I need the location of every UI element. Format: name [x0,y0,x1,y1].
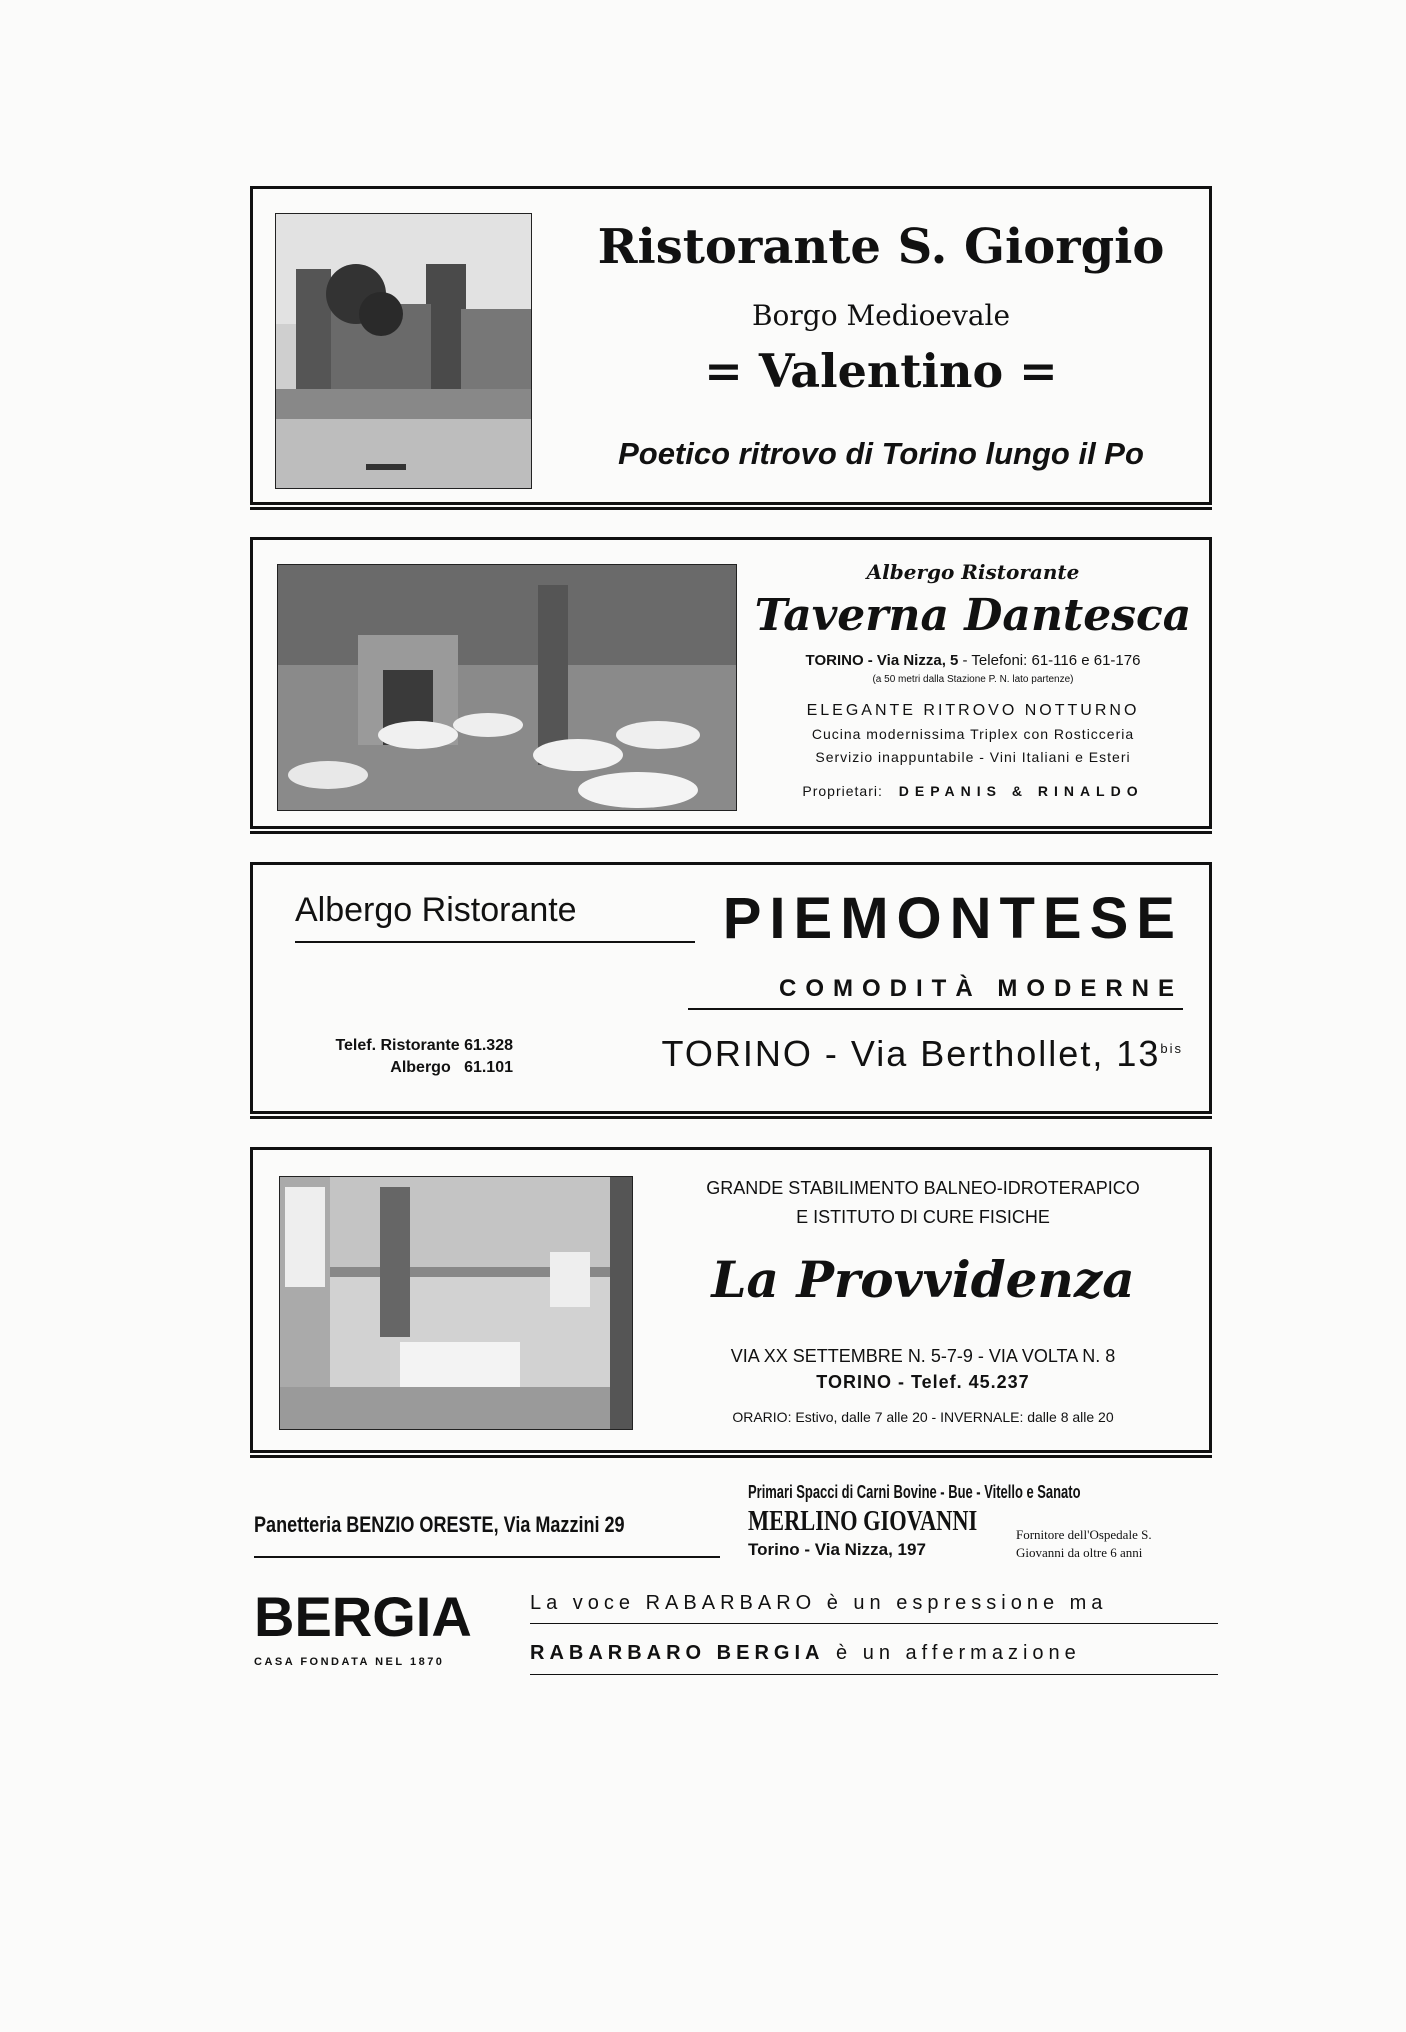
address-sup: bis [1160,1041,1183,1056]
carni-note1: Fornitore dell'Ospedale S. [1016,1527,1152,1542]
owners-names: DEPANIS & RINALDO [898,783,1144,799]
address-text: TORINO - Via Berthollet, 13 [661,1033,1161,1074]
bergia-line2-brand: RABARBARO BERGIA [530,1642,825,1664]
owners-label: Proprietari: [802,783,883,799]
tel-alb-number: 61.101 [464,1059,513,1076]
taverna-owners [753,783,1193,799]
piemontese-tel-alb [293,1059,513,1077]
bergia-brand: BERGIA [254,1585,472,1648]
ad-taverna-dantesca [250,537,1212,829]
taverna-address [753,652,1193,669]
bergia-line2-rest: è un affermazione [836,1642,1081,1664]
carni-heading: Primari Spacci di Carni Bovine - Bue - Vitello e Sanato [748,1482,1081,1502]
taverna-line1: ELEGANTE RITROVO NOTTURNO [806,702,1140,719]
piemontese-prefix: Albergo Ristorante [295,891,577,929]
provvidenza-city: TORINO - Telef. 45.237 [816,1372,1030,1392]
restaurant-slogan: Poetico ritrovo di Torino lungo il Po [618,436,1144,471]
castle-illustration [275,213,532,489]
bergia-line2-rule [530,1674,1218,1675]
bathroom-photo [279,1176,633,1430]
bergia-founded: CASA FONDATA NEL 1870 [254,1656,445,1668]
ad-la-provvidenza [250,1147,1212,1453]
bergia-line1-rule [530,1623,1218,1624]
provvidenza-line1: GRANDE STABILIMENTO BALNEO-IDROTERAPICO [706,1178,1140,1198]
ad-ristorante-san-giorgio [250,186,1212,505]
bergia-line2 [530,1642,1218,1665]
taverna-note: (a 50 metri dalla Stazione P. N. lato partenze) [872,674,1074,685]
dining-room-photo [277,564,737,811]
tel-rist-label: Telef. Ristorante [335,1037,460,1054]
ad-albergo-piemontese [250,862,1212,1114]
piemontese-address [593,1033,1183,1075]
restaurant-title: Ristorante S. Giorgio [597,219,1165,275]
carni-note2: Giovanni da oltre 6 anni [1016,1545,1143,1560]
restaurant-location-name: = Valentino = [704,344,1058,398]
piemontese-name: PIEMONTESE [722,886,1183,951]
taverna-phones: - Telefoni: 61-116 e 61-176 [958,652,1141,669]
taverna-name: Taverna Dantesca [754,590,1192,641]
panetteria-rule [254,1556,720,1558]
piemontese-tel-rist [293,1037,513,1055]
provvidenza-name: La Provvidenza [711,1250,1135,1309]
carni-name: MERLINO GIOVANNI [748,1506,978,1537]
piemontese-tagline: COMODITÀ MODERNE [779,975,1183,1002]
taverna-line2: Cucina modernissima Triplex con Rosticceria [811,726,1135,742]
restaurant-subtitle: Borgo Medioevale [751,299,1011,332]
taverna-city: TORINO - Via Nizza, 5 [805,652,959,669]
provvidenza-address: VIA XX SETTEMBRE N. 5-7-9 - VIA VOLTA N. 8 [730,1346,1116,1366]
carni-address: Torino - Via Nizza, 197 [748,1540,926,1559]
taverna-kicker: Albergo Ristorante [866,560,1080,584]
provvidenza-hours: ORARIO: Estivo, dalle 7 alle 20 - INVERNALE: dalle 8 alle 20 [732,1409,1114,1425]
tagline-underline [688,1008,1183,1010]
prefix-underline [295,941,695,943]
provvidenza-line2: E ISTITUTO DI CURE FISICHE [796,1207,1050,1227]
tel-alb-label: Albergo [390,1059,451,1076]
bergia-line1: La voce RABARBARO è un espressione ma [530,1592,1108,1614]
panetteria-benzio: Panetteria BENZIO ORESTE, Via Mazzini 29 [254,1512,625,1537]
taverna-line3: Servizio inappuntabile - Vini Italiani e Esteri [815,749,1131,765]
tel-rist-number: 61.328 [464,1037,513,1054]
